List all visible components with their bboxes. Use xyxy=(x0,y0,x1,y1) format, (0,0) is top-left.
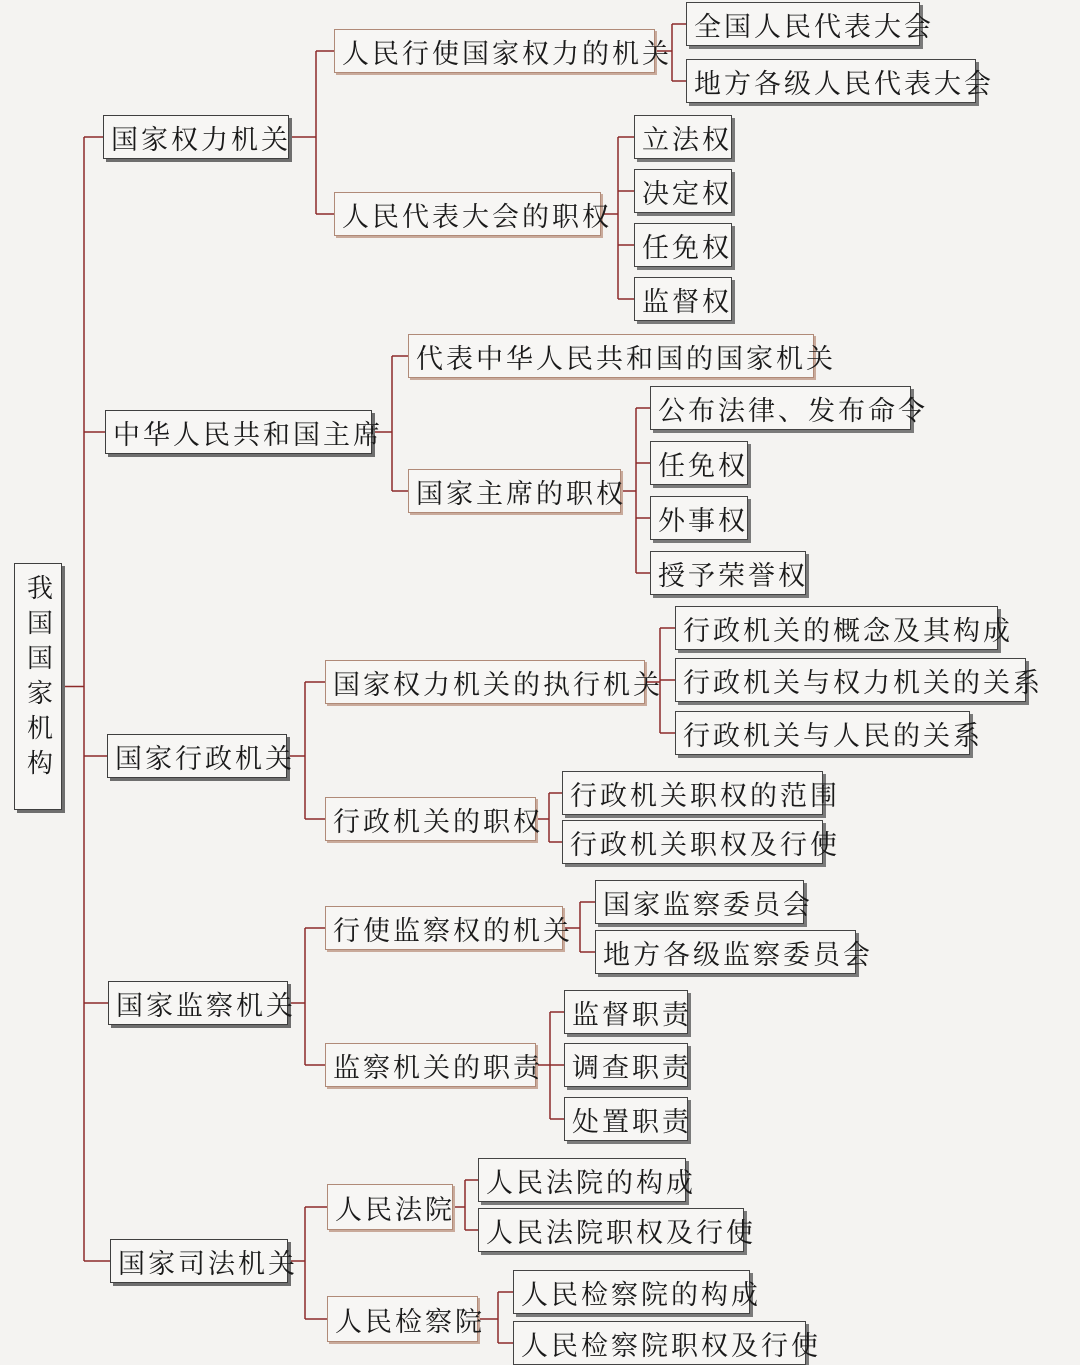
leaf-investigation-duty: 调查职责 xyxy=(564,1043,688,1087)
branch-power-organs: 国家权力机关 xyxy=(103,115,289,159)
node-president-powers: 国家主席的职权 xyxy=(408,469,621,513)
leaf-national-supervisory-commission: 国家监察委员会 xyxy=(595,880,804,924)
leaf-supervision-power: 监督权 xyxy=(634,277,732,321)
branch-state-president: 中华人民共和国主席 xyxy=(105,410,372,454)
leaf-oversight-duty: 监督职责 xyxy=(564,990,688,1034)
node-supervision-organ: 行使监察权的机关 xyxy=(325,906,563,950)
leaf-foreign-affairs: 外事权 xyxy=(650,496,748,540)
leaf-admin-concept: 行政机关的概念及其构成 xyxy=(675,606,998,650)
leaf-honors: 授予荣誉权 xyxy=(650,551,806,595)
node-people-exercise-power: 人民行使国家权力的机关 xyxy=(334,29,655,73)
leaf-promulgate-laws: 公布法律、发布命令 xyxy=(650,386,911,430)
leaf-admin-people-relation: 行政机关与人民的关系 xyxy=(675,711,970,755)
leaf-decision-power: 决定权 xyxy=(634,169,732,213)
leaf-procuratorate-powers: 人民检察院职权及行使 xyxy=(513,1321,806,1365)
node-supervision-duties: 监察机关的职责 xyxy=(325,1043,536,1087)
leaf-court-composition: 人民法院的构成 xyxy=(478,1158,686,1202)
leaf-disposal-duty: 处置职责 xyxy=(564,1097,688,1141)
branch-administrative-organs: 国家行政机关 xyxy=(107,734,287,778)
node-npc-powers: 人民代表大会的职权 xyxy=(334,192,601,236)
node-executive-organ: 国家权力机关的执行机关 xyxy=(325,660,645,704)
leaf-court-powers: 人民法院职权及行使 xyxy=(478,1208,744,1252)
branch-judicial-organs: 国家司法机关 xyxy=(110,1239,288,1283)
leaf-local-congress: 地方各级人民代表大会 xyxy=(686,59,976,103)
leaf-procuratorate-composition: 人民检察院的构成 xyxy=(513,1270,750,1314)
leaf-local-supervisory-commissions: 地方各级监察委员会 xyxy=(595,930,856,974)
node-peoples-court: 人民法院 xyxy=(327,1184,453,1230)
leaf-president-appointment: 任免权 xyxy=(650,441,748,485)
leaf-npc: 全国人民代表大会 xyxy=(686,2,920,46)
leaf-legislative-power: 立法权 xyxy=(634,115,732,159)
leaf-appointment-power: 任免权 xyxy=(634,223,732,267)
node-peoples-procuratorate: 人民检察院 xyxy=(327,1296,478,1342)
leaf-admin-exercise: 行政机关职权及行使 xyxy=(562,820,823,864)
root-node: 我国国家机构 xyxy=(14,563,62,810)
leaf-admin-scope: 行政机关职权的范围 xyxy=(562,771,823,815)
node-admin-powers: 行政机关的职权 xyxy=(325,797,536,841)
leaf-admin-power-relation: 行政机关与权力机关的关系 xyxy=(675,658,1026,702)
node-represent-prc: 代表中华人民共和国的国家机关 xyxy=(408,334,814,378)
branch-supervisory-organs: 国家监察机关 xyxy=(108,981,288,1025)
